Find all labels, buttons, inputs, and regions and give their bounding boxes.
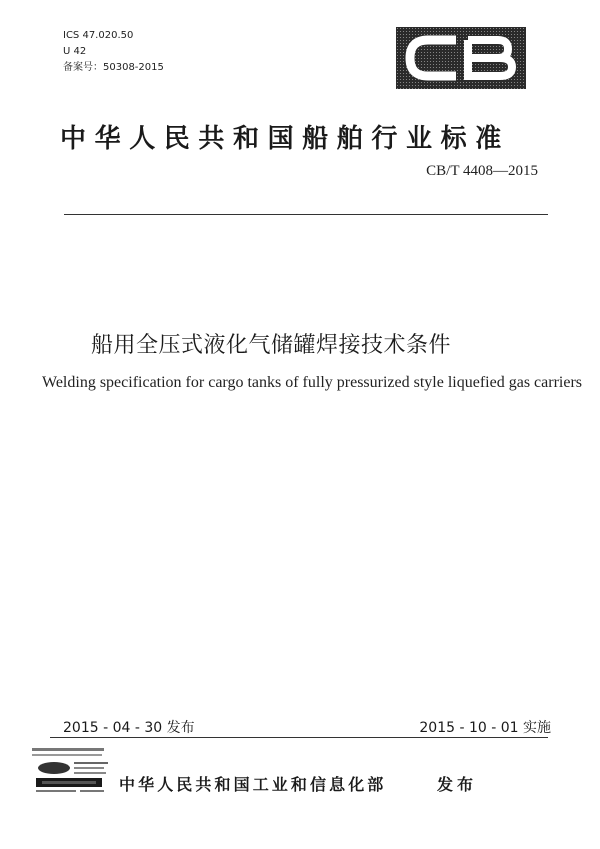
cb-logo <box>396 27 526 89</box>
ics-code: ICS 47.020.50 <box>63 30 134 41</box>
document-title-chinese: 船用全压式液化气储罐焊接技术条件 <box>91 333 452 358</box>
publisher-name: 中华人民共和国工业和信息化部 <box>119 775 387 794</box>
implementation-date: 2015 - 10 - 01 实施 <box>419 720 551 736</box>
industry-standard-title: 中华人民共和国船舶行业标准 <box>60 124 510 154</box>
anti-counterfeit-stamp <box>30 746 112 798</box>
record-number: 备案号：50308-2015 <box>63 62 164 73</box>
footer-divider <box>50 737 548 738</box>
standard-number: CB/T 4408—2015 <box>426 163 538 179</box>
publish-label: 发布 <box>437 775 478 794</box>
document-title-english: Welding specification for cargo tanks of fully pressurized style liquefied gas carriers <box>42 374 583 391</box>
header-divider <box>64 214 548 215</box>
standard-metadata <box>63 28 164 76</box>
issue-date: 2015 - 04 - 30 发布 <box>63 720 195 736</box>
ccs-code: U 42 <box>63 46 87 57</box>
